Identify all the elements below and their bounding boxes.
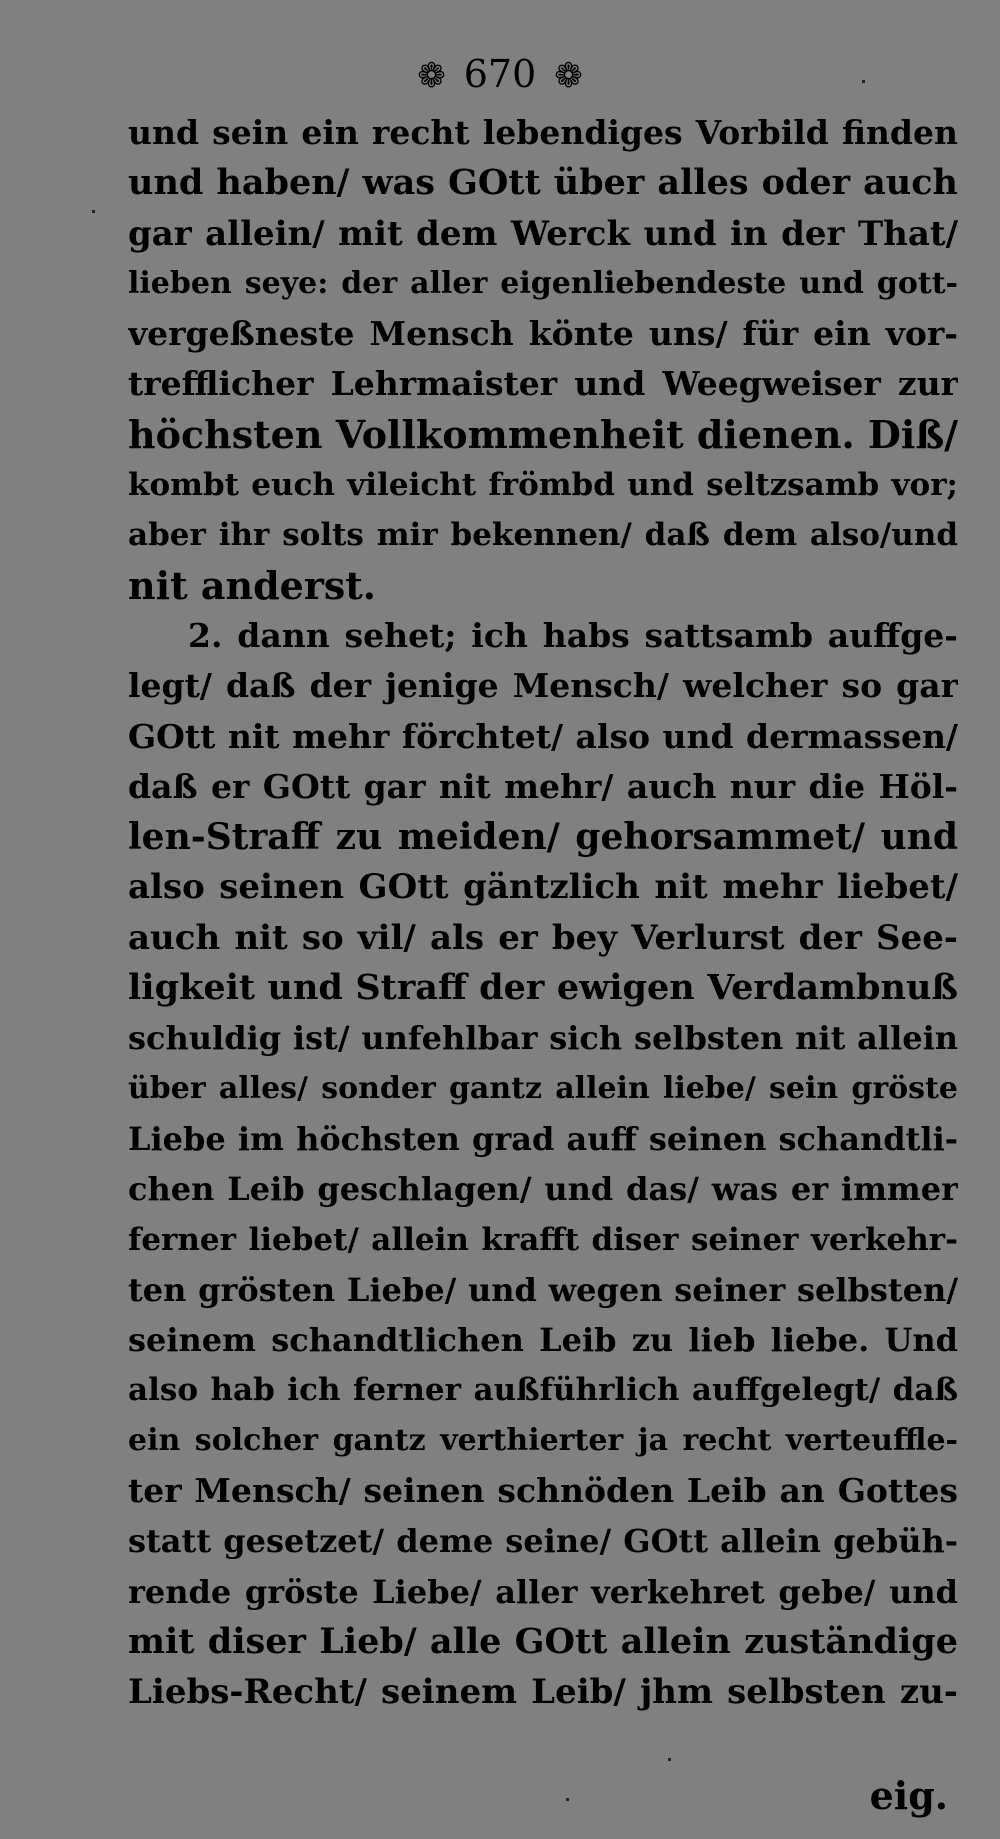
text-line: nit anderst. [128, 562, 377, 608]
catchword: eig. [869, 1773, 948, 1818]
text-line: und haben/ was GOtt über alles oder auch [128, 162, 958, 204]
text-line: vergeßneste Mensch könte uns/ für ein vor- [128, 314, 958, 354]
text-line: daß er GOtt gar nit mehr/ auch nur die Höl- [128, 766, 958, 806]
text-line: Liebe im höchsten grad auff seinen schandtli- [128, 1119, 958, 1158]
page-header [0, 52, 1000, 96]
text-line: lieben seye: der aller eigenliebendeste und gott- [128, 265, 958, 301]
text-line: über alles/ sonder gantz allein liebe/ sein gröste [128, 1070, 958, 1106]
text-line: höchsten Vollkommenheit dienen. Diß/ [128, 411, 958, 457]
text-line: also hab ich ferner außführlich auffgelegt/ daß [128, 1372, 958, 1409]
text-line: legt/ daß der jenige Mensch/ welcher so gar [128, 666, 958, 706]
text-line: aber ihr solts mir bekennen/ daß dem also/und [128, 517, 958, 554]
scan-speck [566, 1798, 569, 1801]
scan-speck [92, 210, 95, 213]
text-line: ter Mensch/ seinen schnöden Leib an Gottes [128, 1471, 958, 1511]
text-line: auch nit so vil/ als er bey Verlurst der See- [128, 917, 958, 958]
text-line: schuldig ist/ unfehlbar sich selbsten nit allein [128, 1019, 958, 1058]
text-line: und sein ein recht lebendiges Vorbild finden [128, 113, 958, 152]
text-line: seinem schandtlichen Leib zu lieb liebe. Und [128, 1321, 958, 1360]
text-line: trefflicher Lehrmaister und Weegweiser zur [128, 364, 958, 404]
text-line: also seinen GOtt gäntzlich nit mehr liebet/ [128, 867, 958, 908]
page-number: 670 [463, 52, 537, 96]
text-line: ein solcher gantz verthierter ja recht verteuffle- [128, 1422, 958, 1458]
text-line: GOtt nit mehr förchtet/ also und dermassen/ [128, 716, 958, 756]
scan-speck [862, 80, 865, 83]
text-line: mit diser Lieb/ alle GOtt allein zuständige [128, 1620, 958, 1662]
text-line: ten grösten Liebe/ und wegen seiner selbsten/ [128, 1270, 958, 1309]
text-line: kombt euch vileicht frömbd und seltzsamb vor; [128, 467, 958, 504]
text-line: 2. dann sehet; ich habs sattsamb auffge- [188, 615, 958, 655]
text-line: ligkeit und Straff der ewigen Verdambnuß [128, 967, 958, 1009]
text-line: Liebs-Recht/ seinem Leib/ jhm selbsten zu- [128, 1672, 958, 1713]
text-line: rende gröste Liebe/ aller verkehret gebe/ und [128, 1572, 958, 1611]
text-line: ferner liebet/ allein krafft diser seiner verkehr- [128, 1221, 958, 1258]
text-line: len-Straff zu meiden/ gehorsammet/ und [128, 816, 958, 859]
text-line: chen Leib geschlagen/ und das/ was er immer [128, 1170, 958, 1209]
body-text [128, 108, 958, 1718]
scan-speck [668, 1758, 671, 1761]
text-line: statt gesetzet/ deme seine/ GOtt allein gebüh- [128, 1522, 958, 1561]
ornament-right-icon: ❁ [554, 56, 583, 96]
ornament-left-icon: ❁ [417, 56, 446, 96]
text-line: gar allein/ mit dem Werck und in der That/ [128, 213, 958, 254]
